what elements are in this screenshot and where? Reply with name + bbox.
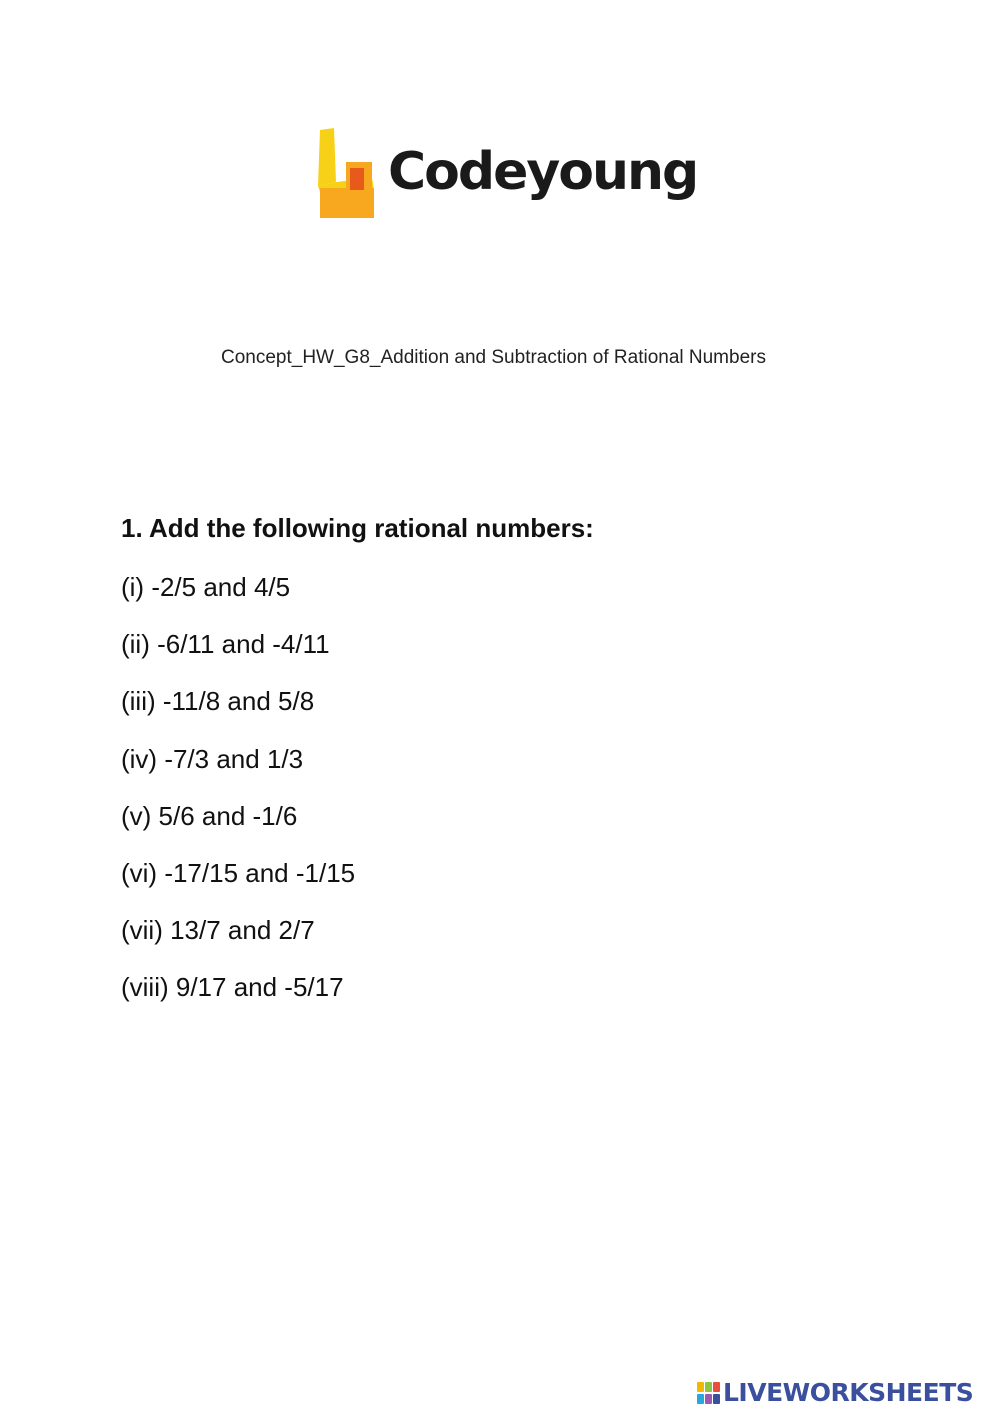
liveworksheets-brand	[697, 1378, 997, 1408]
codeyoung-logo	[312, 128, 702, 232]
question-item: (iii) -11/8 and 5/8	[121, 686, 315, 717]
question-item: (vi) -17/15 and -1/15	[121, 857, 356, 888]
codeyoung-wordmark: Codeyoung	[388, 142, 698, 202]
question-item: (v) 5/6 and -1/6	[121, 800, 298, 831]
liveworksheets-text: LIVEWORKSHEETS	[723, 1378, 974, 1407]
question-item: (i) -2/5 and 4/5	[121, 572, 291, 602]
question-item: (ii) -6/11 and -4/11	[121, 629, 330, 660]
document-title: Concept_HW_G8_Addition and Subtraction of Rational Numbers	[221, 347, 766, 368]
question-heading: 1. Add the following rational numbers:	[121, 513, 594, 543]
codeyoung-logo-mark-icon	[312, 128, 378, 224]
question-item: (vii) 13/7 and 2/7	[121, 915, 315, 946]
question-item: (viii) 9/17 and -5/17	[121, 972, 344, 1003]
liveworksheets-logo-icon	[697, 1382, 721, 1404]
question-item: (iv) -7/3 and 1/3	[121, 743, 304, 774]
question-item-list	[121, 571, 355, 1029]
